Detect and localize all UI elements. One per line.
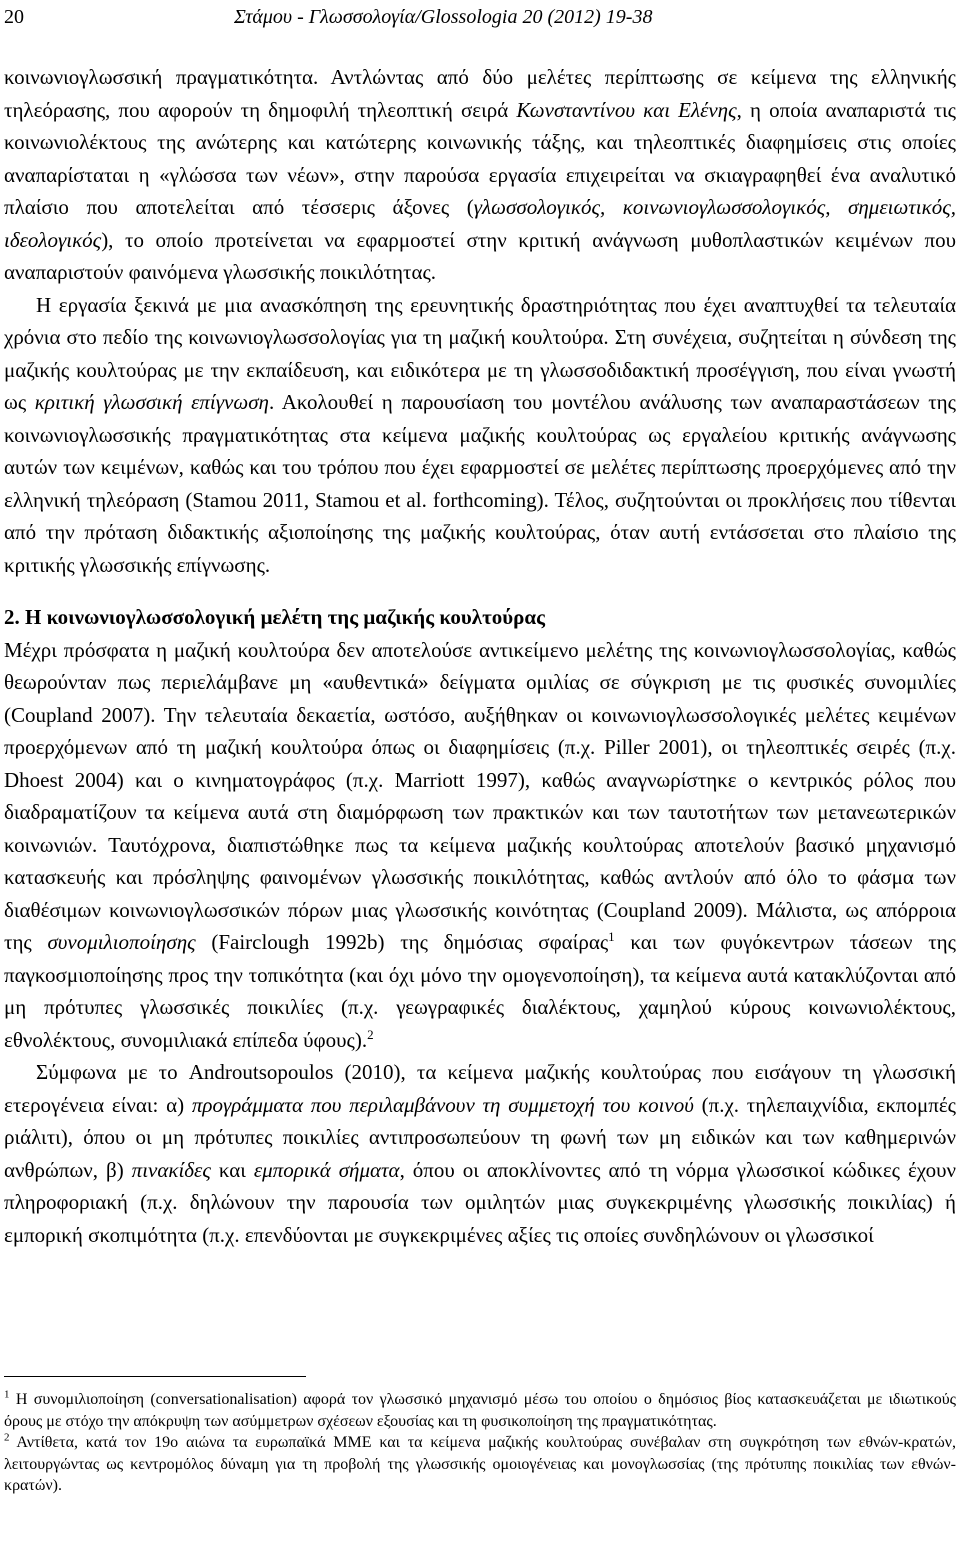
section-heading: 2. Η κοινωνιογλωσσολογική μελέτη της μαζικής κουλτούρας	[4, 605, 545, 629]
footnote-number: 1	[4, 1388, 10, 1401]
text-run: και των φυγόκεντρων τάσεων της παγκοσμιοποίησης προς την τοπικότητα (και όχι μόνο την ομογενοποίηση), τα κείμενα αυτά κατακλύζονται από μη πρότυπες γλωσσικές ποικιλίες (π.χ. γεωγραφικές διαλέκτους, χαμηλού κύρους κοινωνιολέκτους, εθνολέκτους, συνομιλιακά επίπεδα ύφους).	[4, 930, 956, 1052]
text-run: (Fairclough 1992b) της δημόσιας σφαίρας	[195, 930, 609, 954]
italic-run: εμπορικά σήματα	[253, 1157, 400, 1182]
italic-run: πινακίδες	[131, 1157, 211, 1182]
paragraph-outline	[4, 289, 956, 582]
text-run: (π.χ. τηλεπαιχνίδια, εκπομπές ριάλιτι), όπου οι μη πρότυπες ποικιλίες αντιπροσωπεύουν τη φωνή των μη ειδικών και των καθημερινών ανθρώπων, β)	[4, 1092, 956, 1182]
text-run: κοινωνιογλωσσική πραγματικότητα. Αντλώντας από δύο μελέτες περίπτωσης σε κείμενα της ελληνικής τηλεόρασης, που αφορούν τη δημοφιλή τηλεοπτική σειρά	[4, 65, 956, 122]
footnote-text: Η συνομιλιοποίηση (conversationalisation) αφορά τον γλωσσικό μηχανισμό μέσω του οποίου ο δημόσιος βίος κατασκευάζεται με ιδιωτικούς όρους με στόχο την απόκρυψη των ασύμμετρων σχέσεων εξουσίας και τη φυσικοποίηση της πραγματικότητας.	[4, 1391, 956, 1430]
footnote-2	[4, 1432, 956, 1497]
section-spacer	[4, 581, 956, 601]
italic-run: προγράμματα που περιλαμβάνουν τη συμμετοχή του κοινού	[191, 1092, 694, 1117]
paragraph-section-2	[4, 634, 956, 1057]
footnote-ref-2[interactable]: 2	[367, 1026, 374, 1042]
page-number: 20	[4, 6, 24, 28]
page-header	[4, 2, 924, 32]
footnote-text: Αντίθετα, κατά τον 19ο αιώνα τα ευρωπαϊκά ΜΜΕ και τα κείμενα μαζικής κουλτούρας συνέβαλαν στη συγκρότηση των εθνών-κρατών, λειτουργώντας ως κεντρομόλος δύναμη για τη προβολή της γλωσσικής ομοιογένειας και μονογλωσσίας (της πρότυπης ποικιλίας των εθνών-κρατών).	[4, 1434, 956, 1494]
paragraph-intro-continuation	[4, 61, 956, 289]
italic-run: γλωσσολογικός, κοινωνιογλωσσολογικός, σημειωτικός, ιδεολογικός	[4, 195, 956, 252]
footnotes-section	[4, 1376, 956, 1497]
text-run: Μέχρι πρόσφατα η μαζική κουλτούρα δεν αποτελούσε αντικείμενο μελέτης της κοινωνιογλωσσολογίας, καθώς θεωρούνταν πως περιελάμβανε μη «αυθεντικά» δείγματα ομιλίας σε σύγκριση με τις φυσικές συνομιλίες (Coupland 2007). Την τελευταία δεκαετία, ωστόσο, αυξήθηκαν οι κοινωνιογλωσσολογικές μελέτες κειμένων προερχόμενων από τη μαζική κουλτούρα όπως οι διαφημίσεις (π.χ. Piller 2001), οι τηλεοπτικές σειρές (π.χ. Dhoest 2004) και ο κινηματογράφος (π.χ. Marriott 1997), καθώς αναγνωρίστηκε ο κεντρικός ρόλος που διαδραματίζουν τα κείμενα αυτά στη διαμόρφωση των πρακτικών και των ταυτοτήτων των μετανεωτερικών κοινωνιών. Ταυτόχρονα, διαπιστώθηκε πως τα κείμενα μαζικής κουλτούρας αποτελούν βασικό μηχανισμό κατασκευής και πρόσληψης φαινομένων γλωσσικής ποικιλότητας, καθώς αντλούν από όλο το φάσμα των διαθέσιμων κοινωνιογλωσσικών πόρων μιας γλωσσικής κοινότητας (Coupland 2009). Μάλιστα, ως απόρροια της	[4, 637, 956, 954]
italic-run: κριτική γλωσσική επίγνωση	[34, 390, 269, 414]
text-run: , η οποία αναπαριστά τις κοινωνιολέκτους της ανώτερης και κατώτερης κοινωνικής τάξης, και τηλεοπτικές διαφημίσεις στις οποίες αναπαρίσταται η «γλώσσα των νέων», στην παρούσα εργασία επιχειρείται να σκιαγραφηθεί ένα αναλυτικό πλαίσιο που αποτελείται από τέσσερις άξονες (	[4, 97, 956, 219]
text-run: ), το οποίο προτείνεται να εφαρμοστεί στην κριτική ανάγνωση μυθοπλαστικών κειμένων που αναπαριστούν φαινόμενα γλωσσικής ποικιλότητας.	[4, 227, 956, 284]
text-run: Σύμφωνα με το Androutsopoulos (2010), τα κείμενα μαζικής κουλτούρας που εισάγουν τη γλωσσική ετερογένεια είναι: α)	[4, 1060, 956, 1117]
text-run: και	[210, 1157, 254, 1182]
text-run: Η εργασία ξεκινά με μια ανασκόπηση της ερευνητικής δραστηριότητας που έχει αναπτυχθεί τα τελευταία χρόνια στο πεδίο της κοινωνιογλωσσολογίας για τη μαζική κουλτούρα. Στη συνέχεια, συζητείται η σύνδεση της μαζικής κουλτούρας με την εκπαίδευση, και ειδικότερα με τη γλωσσοδιδακτική προσέγγιση, που είναι γνωστή ως	[4, 292, 956, 414]
running-title: Στάμου - Γλωσσολογία/Glossologia 20 (2012) 19-38	[234, 6, 653, 28]
article-body	[4, 61, 956, 1251]
footnote-number: 2	[4, 1431, 10, 1444]
footnote-divider	[4, 1376, 306, 1377]
italic-run: Κωνσταντίνου και Ελένης	[516, 97, 737, 122]
italic-run: συνομιλιοποίησης	[47, 930, 196, 954]
footnote-ref-1[interactable]: 1	[608, 929, 615, 944]
paragraph-androutsopoulos	[4, 1056, 956, 1251]
footnote-1	[4, 1389, 956, 1432]
text-run: , όπου οι αποκλίνοντες από τη νόρμα γλωσσικοί κώδικες έχουν πληροφοριακή (π.χ. δηλώνουν την παρουσία των ομιλητών μιας συγκεκριμένης γλωσσικής ποικιλίας) ή εμπορική σκοπιμότητα (π.χ. επενδύονται με συγκεκριμένες αξίες τις οποίες συνδηλώνουν οι γλωσσικοί	[4, 1157, 957, 1247]
text-run: . Ακολουθεί η παρουσίαση του μοντέλου ανάλυσης των αναπαραστάσεων της κοινωνιογλωσσικής πραγματικότητας στα κείμενα μαζικής κουλτούρας ως εργαλείου κριτικής ανάγνωσης αυτών των κειμένων, καθώς και του τρόπου που έχει εφαρμοστεί σε μελέτες περίπτωσης προερχόμενες από την ελληνική τηλεόραση (Stamou 2011, Stamou et al. forthcoming). Τέλος, συζητούνται οι προκλήσεις που τίθενται από την πρόταση διδακτικής αξιοποίησης της μαζικής κουλτούρας, όταν αυτή εντάσσεται στο πλαίσιο της κριτικής γλωσσικής επίγνωσης.	[4, 390, 956, 577]
